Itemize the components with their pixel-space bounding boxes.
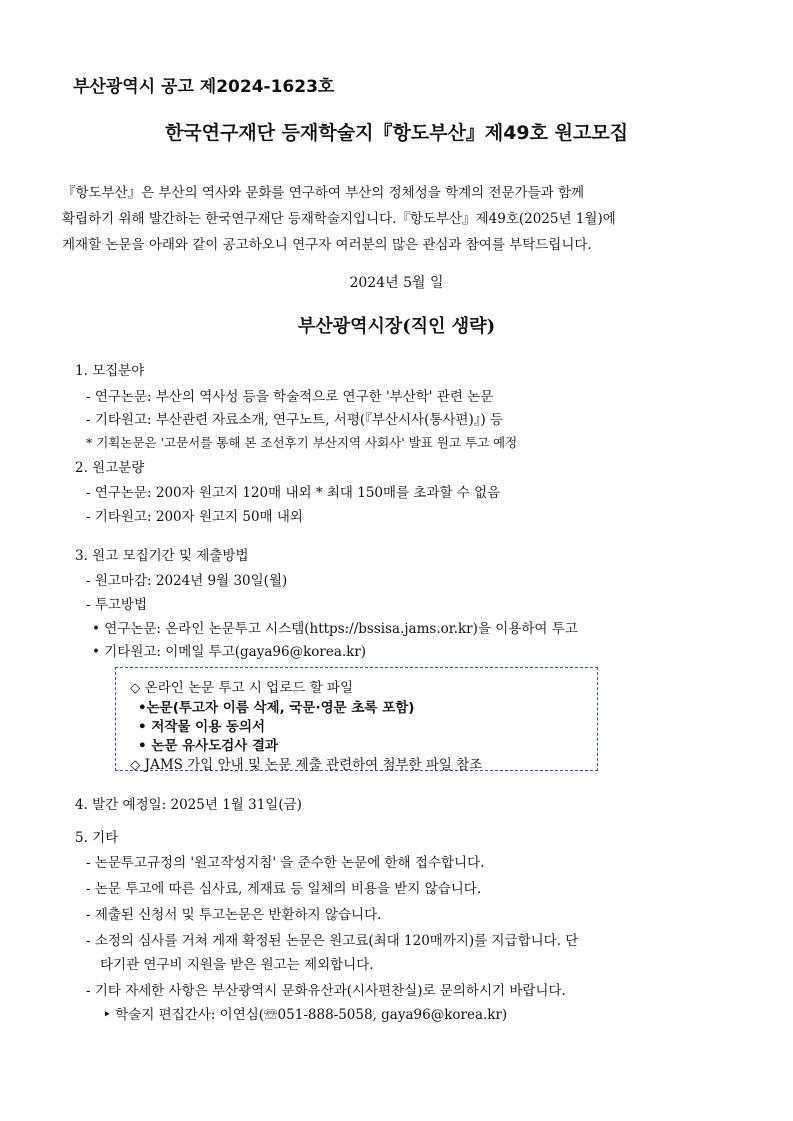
section-3-item-1: - 원고마감: 2024년 9월 30일(월) [86,573,288,589]
section-5-heading: 5. 기타 [75,830,119,846]
section-1-item-2: - 기타원고: 부산관련 자료소개, 연구노트, 서평(『부산시사(통사편)』) 등 [86,412,504,428]
section-5-item-5: - 기타 자세한 사항은 부산광역시 문화유산과(시사편찬실)로 문의하시기 바랍니다. [86,983,566,999]
section-3-sub-2: • 기타원고: 이메일 투고(gaya96@korea.kr) [92,644,367,660]
section-1-heading: 1. 모집분야 [75,363,145,379]
box-line-3: • 저작물 이용 동의서 [138,719,266,735]
section-3-heading: 3. 원고 모집기간 및 제출방법 [75,548,249,564]
intro-line-1: 『항도부산』은 부산의 역사와 문화를 연구하여 부산의 정체성을 학계의 전문가들과 함께 [62,185,585,201]
section-4-heading: 4. 발간 예정일: 2025년 1월 31일(금) [75,797,302,813]
section-5-item-3: - 제출된 신청서 및 투고논문은 반환하지 않습니다. [86,907,382,923]
intro-line-3: 게재할 논문을 아래와 같이 공고하오니 연구자 여러분의 많은 관심과 참여를 부탁드립니다. [62,237,592,253]
section-1-item-1: - 연구논문: 부산의 역사성 등을 학술적으로 연구한 '부산학' 관련 논문 [86,389,494,405]
upload-files-box [115,667,598,771]
section-3-sub-1: • 연구논문: 온라인 논문투고 시스템(https://bssisa.jams.or.kr)을 이용하여 투고 [92,621,578,637]
box-line-2: •논문(투고자 이름 삭제, 국문·영문 초록 포함) [138,700,415,716]
box-line-4: • 논문 유사도검사 결과 [138,738,279,754]
section-5-item-4b: 타기관 연구비 지원을 받은 원고는 제외합니다. [100,957,374,973]
section-2-item-1: - 연구논문: 200자 원고지 120매 내외 * 최대 150매를 초과할 수 없음 [86,485,501,501]
box-line-1: ◇ 온라인 논문 투고 시 업로드 할 파일 [130,680,353,696]
section-5-item-4a: - 소정의 심사를 거쳐 게재 확정된 논문은 원고료(최대 120매까지)를 지급합니다. 단 [86,933,579,949]
section-2-item-2: - 기타원고: 200자 원고지 50매 내외 [86,509,303,525]
section-2-heading: 2. 원고분량 [75,460,145,476]
section-5-contact: ‣ 학술지 편집간사: 이연심(☏051-888-5058, gaya96@korea.kr) [103,1007,508,1023]
intro-line-2: 확립하기 위해 발간하는 한국연구재단 등재학술지입니다.『항도부산』제49호(2025년 1월)에 [62,211,616,227]
signer: 부산광역시장(직인 생략) [297,316,496,337]
section-1-note: * 기획논문은 '고문서를 통해 본 조선후기 부산지역 사회사' 발표 원고 투고 예정 [86,435,518,450]
section-5-item-1: - 논문투고규정의 '원고작성지침' 을 준수한 논문에 한해 접수합니다. [86,855,485,871]
section-5-item-2: - 논문 투고에 따른 심사료, 게재료 등 일체의 비용을 받지 않습니다. [86,881,482,897]
section-3-item-2: - 투고방법 [86,597,148,613]
announcement-date: 2024년 5월 일 [349,275,444,291]
page-title: 한국연구재단 등재학술지『항도부산』제49호 원고모집 [164,122,629,144]
box-line-5: ◇ JAMS 가입 안내 및 논문 제출 관련하여 첨부한 파일 참조 [130,757,483,773]
announcement-number: 부산광역시 공고 제2024-1623호 [73,77,335,97]
